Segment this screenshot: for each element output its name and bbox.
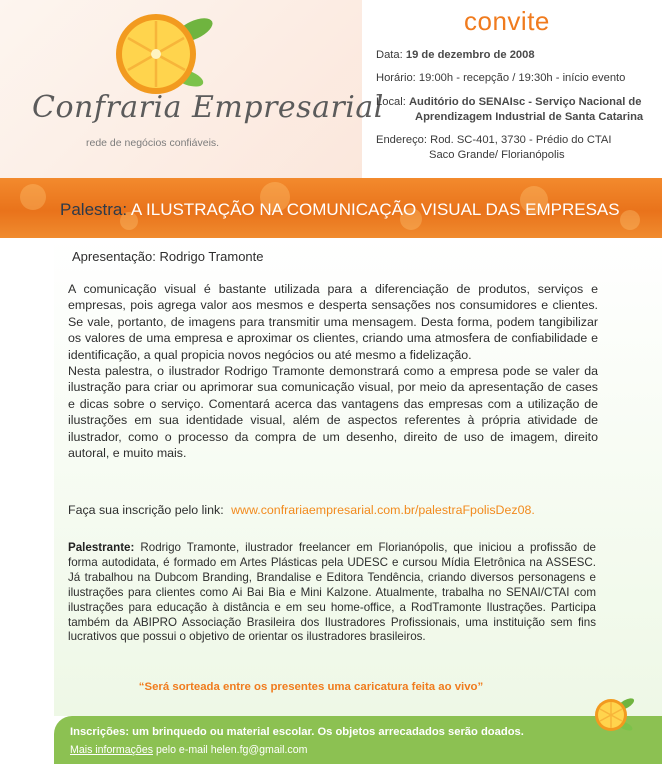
signup-text: Faça sua inscrição pelo link:	[68, 503, 224, 517]
raffle-text: “Será sorteada entre os presentes uma caricatura feita ao vivo”	[138, 681, 484, 693]
place-line-2	[415, 110, 643, 125]
footer-registration-note: Inscrições: um brinquedo ou material escolar. Os objetos arrecadados serão doados.	[70, 726, 524, 738]
time-label: Horário:	[376, 72, 416, 84]
brand-tagline: rede de negócios confiáveis.	[86, 137, 220, 149]
place-value-2: Aprendizagem Industrial de Santa Catarina	[415, 111, 644, 123]
footer-bar	[54, 716, 662, 764]
place-line	[376, 95, 641, 110]
orange-slice-icon	[592, 694, 636, 734]
time-value: 19:00h - recepção / 19:30h - início evento	[418, 72, 626, 84]
lecture-title	[60, 200, 620, 220]
address-label: Endereço:	[376, 134, 427, 146]
lecture-title-text: A ILUSTRAÇÃO NA COMUNICAÇÃO VISUAL DAS EMPRESAS	[130, 200, 620, 219]
speaker-text: Rodrigo Tramonte, ilustrador freelancer em Florianópolis, que iniciou a profissão de forma autodidata, é formado em Artes Plásticas pela UDESC e cursou Mídia Eletrônica na ASSESC. Já trabalhou na Dubcom Branding, Brandalise e Editora Tendência, criando diversos personagens e ilustrações para clientes como Ai Bai Bia e Mini Kalzone. Atualmente, trabalha no SENAI/CTAI com ilustrações para educação à distância e em seu home-office, a RodTramonte Ilustrações. Participa também da ABIPRO Associação Brasileira dos Ilustradores Profissionais, uma instituição sem fins lucrativos que possui o objetivo de orientar os ilustradores brasileiros.	[68, 541, 596, 644]
lecture-description	[68, 281, 598, 461]
date-line	[376, 48, 535, 63]
speaker-label: Palestrante:	[68, 541, 135, 554]
date-value: 19 de dezembro de 2008	[405, 49, 535, 61]
invitation-title: convite	[464, 6, 550, 36]
brand-name: Confraria Empresarial	[32, 90, 384, 125]
orange-slice-logo-icon	[108, 8, 218, 100]
speaker-bio	[68, 541, 596, 645]
address-line	[376, 133, 611, 148]
place-label: Local:	[376, 96, 406, 108]
signup-link[interactable]: www.confrariaempresarial.com.br/palestraFpolisDez08.	[231, 503, 535, 517]
raffle-note	[0, 681, 662, 693]
date-label: Data:	[376, 49, 403, 61]
lecture-label: Palestra:	[60, 200, 128, 219]
signup-line	[68, 503, 535, 517]
presenter-line: Apresentação: Rodrigo Tramonte	[72, 249, 264, 264]
address-value-1: Rod. SC-401, 3730 - Prédio do CTAI	[430, 134, 612, 146]
more-info-link[interactable]: Mais informações	[70, 744, 154, 756]
address-value-2: Saco Grande/ Florianópolis	[429, 149, 565, 161]
contact-email-text: pelo e-mail helen.fg@gmail.com	[153, 744, 308, 756]
time-line	[376, 71, 625, 86]
place-value-1: Auditório do SENAIsc - Serviço Nacional de	[408, 96, 642, 108]
footer-contact	[70, 744, 307, 756]
description-paragraph-1: A comunicação visual é bastante utilizada para a diferenciação de produtos, serviços e empresas, pois agrega valor aos mesmos e desperta sensações nos consumidores e clientes. Se vale, portanto, de imagens para transmitir uma mensagem. Desta forma, podem tangibilizar os valores de uma empresa e aproximar os clientes, criando uma atmosfera de confiabilidade e identificação, a qual propicia novos negócios ou até mesmo a fidelização.	[68, 282, 598, 362]
address-line-2	[429, 148, 565, 163]
description-paragraph-2: Nesta palestra, o ilustrador Rodrigo Tramonte demonstrará como a empresa pode se valer da ilustração para criar ou aprimorar sua comunicação visual, por meio da apresentação de cases e dicas sobre o serviço. Comentará acerca das vantagens das empresas com a utilização de ilustrações em sua identidade visual, além de aspectos referentes à própria atividade de ilustrador, como o processo da compra de um desenho, direito de uso de imagem, direito autoral, e muito mais.	[68, 364, 598, 461]
